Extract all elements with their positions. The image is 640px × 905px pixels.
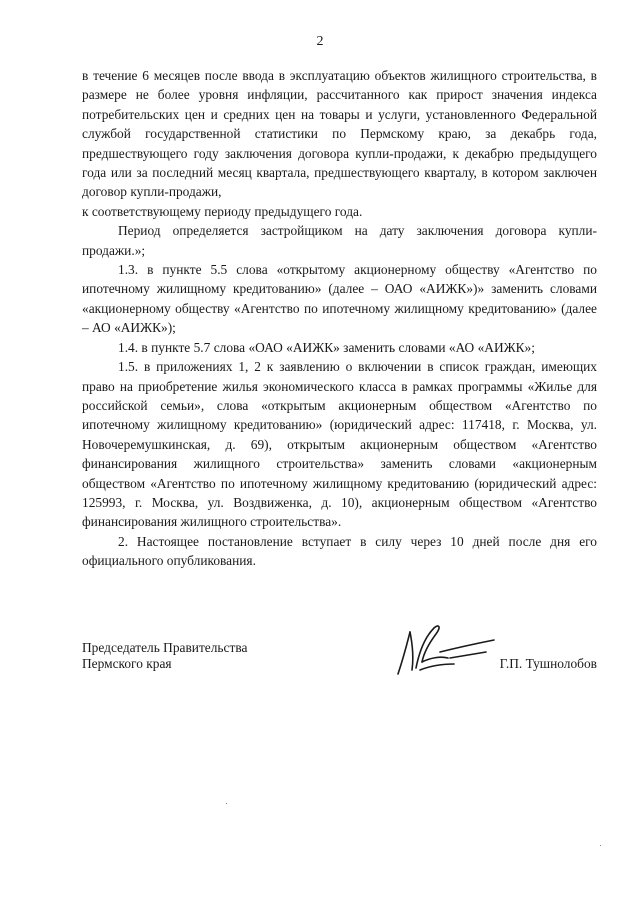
signatory-title-line-1: Председатель Правительства [82,640,248,655]
signature-block [82,640,597,680]
handwritten-signature-icon [390,618,500,678]
paragraph-period-definition: Период определяется застройщиком на дату заключения договора купли-продажи.»; [82,223,597,258]
paragraph-continuation: в течение 6 месяцев после ввода в эксплуатацию объектов жилищного строительства, в размере не более уровня инфляции, рассчитанного как прирост значения индекса потребительских цен и средних цен на товары и услуги, установленного Федеральной службой государственной статистики по Пермскому краю, за декабрь года, предшествующего году заключения договора купли-продажи, к декабрю предыдущего года или за последний месяц квартала, предшествующего кварталу, в котором заключен договор купли-продажи, [82,68,597,200]
paragraph-item-1-3: 1.3. в пункте 5.5 слова «открытому акционерному обществу «Агентство по ипотечному жилищному кредитованию» (далее – ОАО «АИЖК»)» заменить словами «акционерному обществу «Агентство по ипотечному жилищному кредитованию» (далее – АО «АИЖК»); [82,262,597,336]
paragraph-item-1-4: 1.4. в пункте 5.7 слова «ОАО «АИЖК» заменить словами «АО «АИЖК»; [118,339,535,355]
scan-speck [600,845,601,846]
signatory-name: Г.П. Тушнолобов [499,656,597,671]
paragraph-period-reference: к соответствующему периоду предыдущего года. [82,203,363,219]
paragraph-item-1-5: 1.5. в приложениях 1, 2 к заявлению о включении в список граждан, имеющих право на приобретение жилья экономического класса в рамках программы «Жилье для российской семьи», слова «открытым акционерным обществом «Агентство по ипотечному жилищному кредитованию» (юридический адрес: 117418, г. Москва, ул. Новочеремушкинская, д. 69), открытым акционерным обществом «Агентство финансирования жилищного строительства» заменить словами «акционерным обществом «Агентство по ипотечному жилищному кредитованию (юридический адрес: 125993, г. Москва, ул. Воздвиженка, д. 10), акционерным обществом «Агентство финансирования жилищного строительства». [82,359,597,530]
paragraph-item-2: 2. Настоящее постановление вступает в силу через 10 дней после дня его официального опубликования. [82,533,597,569]
page-number: 2 [316,34,324,49]
document-body [82,66,597,571]
signatory-title [82,640,247,672]
signatory-title-line-2: Пермского края [82,656,172,671]
scan-speck [226,803,227,804]
